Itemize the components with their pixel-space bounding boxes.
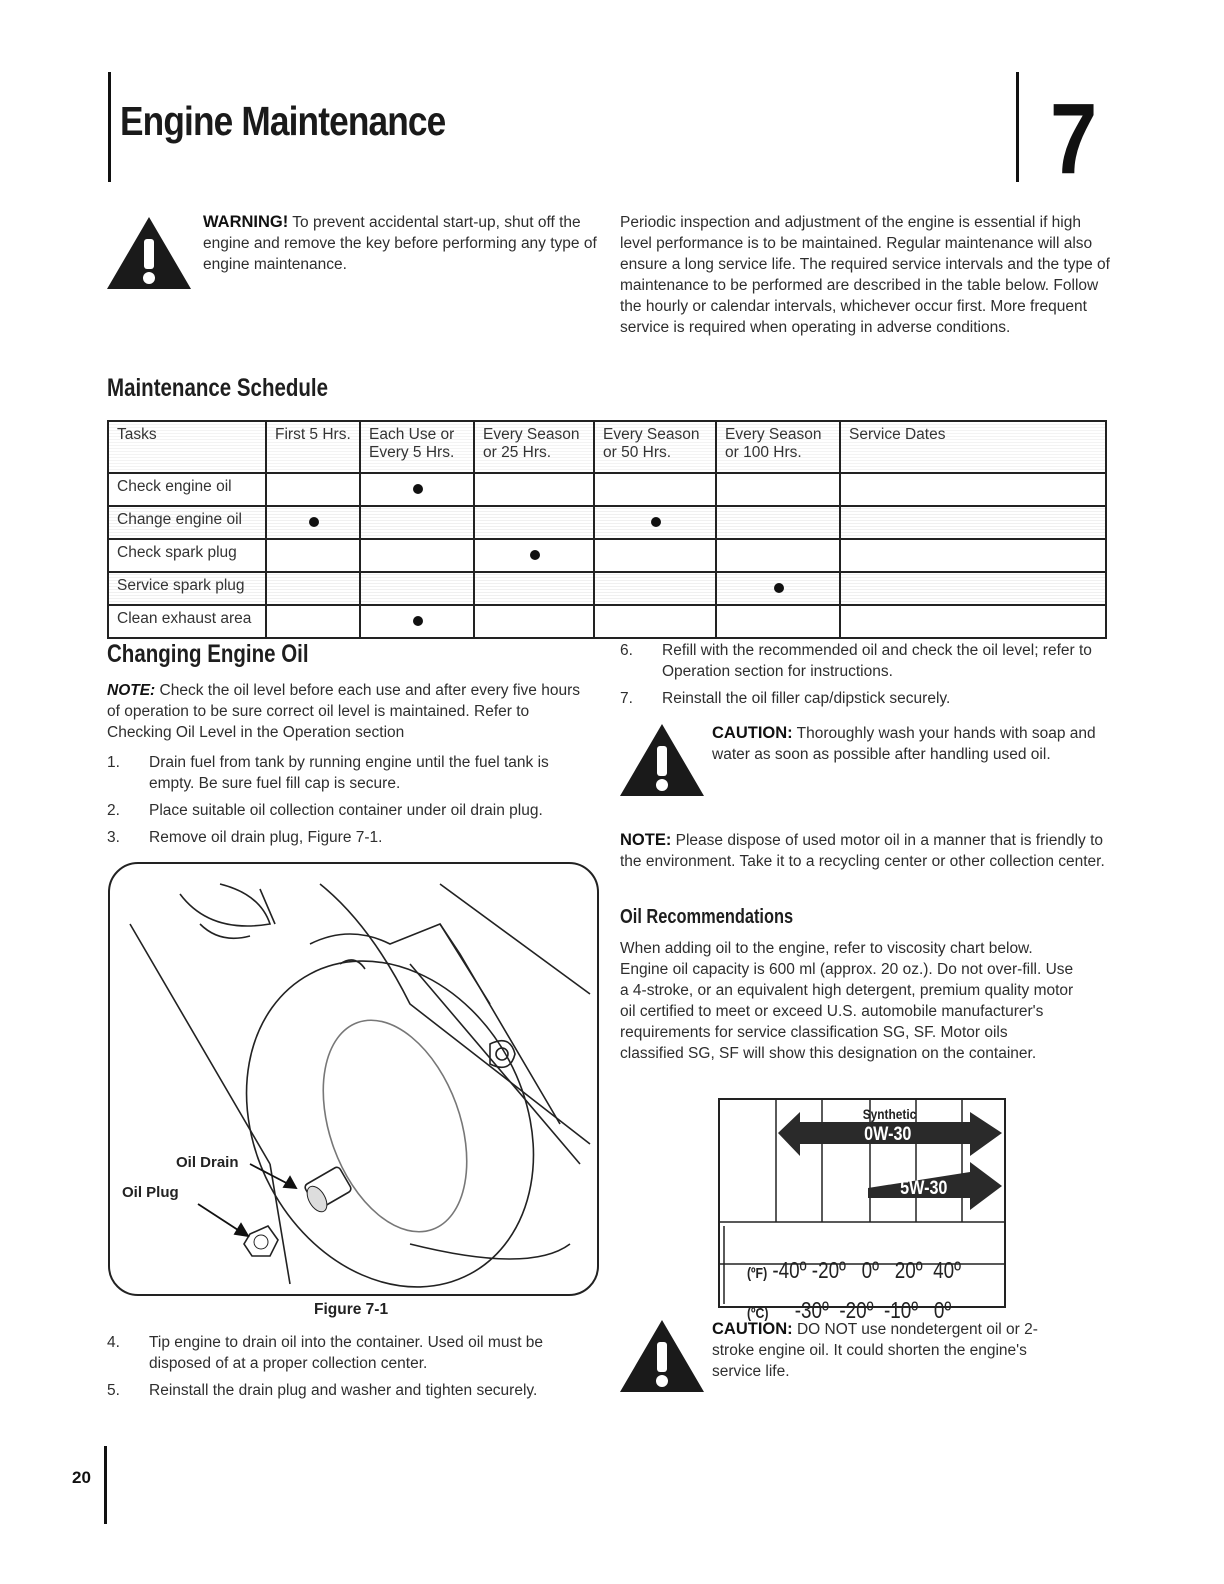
table-row <box>108 572 1106 605</box>
caution-body-1: Thoroughly wash your hands with soap and water as soon as possible after handling used oil. <box>712 725 1096 763</box>
step-number: 7. <box>620 690 633 707</box>
caution-label-2: CAUTION: <box>712 1320 793 1338</box>
steps-list-c <box>620 640 1110 715</box>
service-date-cell <box>840 572 1106 605</box>
step-text: Place suitable oil collection container under oil drain plug. <box>149 802 543 819</box>
fahrenheit-unit: (ºF) <box>746 1265 768 1282</box>
interval-cell <box>360 473 474 506</box>
maintenance-schedule-heading: Maintenance Schedule <box>107 374 329 402</box>
step-number: 1. <box>107 754 120 771</box>
interval-cell <box>474 506 594 539</box>
table-header-row <box>108 421 1106 473</box>
interval-cell <box>716 572 840 605</box>
interval-cell <box>716 539 840 572</box>
interval-cell <box>716 473 840 506</box>
table-row <box>108 605 1106 638</box>
warning-body: To prevent accidental start-up, shut off the engine and remove the key before performing any type of engine maintenance. <box>203 214 597 273</box>
interval-cell <box>360 539 474 572</box>
caution-icon-2 <box>618 1318 706 1394</box>
step-text: Reinstall the oil filler cap/dipstick securely. <box>662 690 951 707</box>
oil-5w30-label: 5W-30 <box>900 1178 948 1199</box>
celsius-unit: (ºC) <box>746 1305 769 1322</box>
interval-cell <box>266 506 360 539</box>
interval-cell <box>474 473 594 506</box>
list-item <box>107 1380 597 1401</box>
step-text: Tip engine to drain oil into the container. Used oil must be disposed of at a proper collection center. <box>149 1334 544 1372</box>
interval-cell <box>594 473 716 506</box>
task-cell: Check engine oil <box>108 473 266 506</box>
header-right-rule <box>1016 72 1019 182</box>
step-text: Remove oil drain plug, Figure 7-1. <box>149 829 383 846</box>
interval-cell <box>474 539 594 572</box>
label-oil-drain: Oil Drain <box>176 1154 239 1171</box>
changing-oil-note <box>107 680 597 743</box>
warning-icon <box>105 215 193 291</box>
caution-body-2: DO NOT use nondetergent oil or 2-stroke engine oil. It could shorten the engine's service life. <box>712 1321 1038 1380</box>
label-oil-plug: Oil Plug <box>122 1184 179 1201</box>
task-cell: Clean exhaust area <box>108 605 266 638</box>
col-season-50: Every Season or 50 Hrs. <box>594 421 716 473</box>
interval-cell <box>266 605 360 638</box>
col-first-5: First 5 Hrs. <box>266 421 360 473</box>
service-date-cell <box>840 539 1106 572</box>
list-item <box>620 640 1110 682</box>
oil-0w30-label: 0W-30 <box>864 1124 912 1145</box>
engine-illustration <box>110 864 597 1294</box>
intro-paragraph: Periodic inspection and adjustment of the engine is essential if high level performance is to be maintained. Regular maintenance will also ensure a long service life. The required service intervals and the type of maintenance to be performed are described in the table below. Follow the hourly or calendar intervals, whichever occur first. More frequent service is required when operating in adverse conditions. <box>620 214 1110 336</box>
changing-oil-heading: Changing Engine Oil <box>107 640 309 668</box>
scheduled-dot-icon <box>530 550 540 560</box>
scheduled-dot-icon <box>413 616 423 626</box>
synthetic-label: Synthetic <box>862 1106 917 1122</box>
figure-7-1 <box>108 862 599 1296</box>
step-text: Refill with the recommended oil and check the oil level; refer to Operation section for instructions. <box>662 642 1092 680</box>
col-tasks: Tasks <box>108 421 266 473</box>
note-text: Check the oil level before each use and after every five hours of operation to be sure correct oil level is maintained. Refer to Checking Oil Level in the Operation section <box>107 682 580 741</box>
header-left-rule <box>108 72 111 182</box>
warning-label: WARNING! <box>203 213 289 231</box>
task-cell: Change engine oil <box>108 506 266 539</box>
service-date-cell <box>840 605 1106 638</box>
celsius-values: -30º -20º -10º 0º <box>794 1297 952 1323</box>
task-cell: Check spark plug <box>108 539 266 572</box>
dispose-note-text: Please dispose of used motor oil in a manner that is friendly to the environment. Take it to a recycling center or other collection center. <box>620 832 1105 870</box>
list-item <box>107 800 597 821</box>
caution-label-1: CAUTION: <box>712 724 793 742</box>
footer-rule <box>104 1446 107 1524</box>
col-season-100: Every Season or 100 Hrs. <box>716 421 840 473</box>
dispose-note <box>620 830 1110 872</box>
step-number: 2. <box>107 802 120 819</box>
service-date-cell <box>840 506 1106 539</box>
maintenance-schedule-table <box>107 420 1107 639</box>
viscosity-chart <box>718 1098 1006 1323</box>
page-title: Engine Maintenance <box>120 98 446 144</box>
list-item <box>620 688 1110 709</box>
step-number: 6. <box>620 642 633 659</box>
step-number: 4. <box>107 1334 120 1351</box>
oil-recommendations-text: When adding oil to the engine, refer to viscosity chart below. Engine oil capacity is 600 ml (approx. 20 oz.). Do not over-fill. Use a 4-stroke, or an equivalent high detergent, premium quality motor oil certified to meet or exceed U.S. automobile manufacturer's requirements for service classification SG, SF. Motor oils classified SG, SF will show this designation on the container. <box>620 940 1074 1062</box>
chapter-number: 7 <box>1050 83 1098 195</box>
fahrenheit-values: -40º -20º 0º 20º 40º <box>772 1257 961 1283</box>
caution-icon <box>618 722 706 798</box>
table-row <box>108 506 1106 539</box>
service-date-cell <box>840 473 1106 506</box>
table-row <box>108 473 1106 506</box>
interval-cell <box>360 572 474 605</box>
col-service-dates: Service Dates <box>840 421 1106 473</box>
interval-cell <box>716 506 840 539</box>
interval-cell <box>266 473 360 506</box>
task-cell: Service spark plug <box>108 572 266 605</box>
scheduled-dot-icon <box>309 517 319 527</box>
interval-cell <box>266 572 360 605</box>
scheduled-dot-icon <box>413 484 423 494</box>
step-text: Drain fuel from tank by running engine until the fuel tank is empty. Be sure fuel fill cap is secure. <box>149 754 549 792</box>
step-number: 3. <box>107 829 120 846</box>
col-season-25: Every Season or 25 Hrs. <box>474 421 594 473</box>
col-each-use: Each Use or Every 5 Hrs. <box>360 421 474 473</box>
scheduled-dot-icon <box>774 583 784 593</box>
note-label: NOTE: <box>107 682 156 699</box>
caution-text-2 <box>712 1319 1062 1382</box>
page-number: 20 <box>72 1468 91 1487</box>
warning-text <box>203 212 598 275</box>
interval-cell <box>360 605 474 638</box>
list-item <box>107 752 597 794</box>
figure-caption: Figure 7-1 <box>314 1301 389 1318</box>
interval-cell <box>594 506 716 539</box>
interval-cell <box>594 539 716 572</box>
step-number: 5. <box>107 1382 120 1399</box>
list-item <box>107 1332 597 1374</box>
interval-cell <box>360 506 474 539</box>
steps-list-b <box>107 1332 597 1407</box>
table-row <box>108 539 1106 572</box>
interval-cell <box>716 605 840 638</box>
dispose-note-label: NOTE: <box>620 831 672 849</box>
step-text: Reinstall the drain plug and washer and tighten securely. <box>149 1382 538 1399</box>
scheduled-dot-icon <box>651 517 661 527</box>
interval-cell <box>594 572 716 605</box>
steps-list-a <box>107 752 597 854</box>
interval-cell <box>594 605 716 638</box>
list-item <box>107 827 597 848</box>
oil-recommendations-heading: Oil Recommendations <box>620 906 794 928</box>
interval-cell <box>474 572 594 605</box>
caution-text-1 <box>712 723 1112 765</box>
interval-cell <box>474 605 594 638</box>
interval-cell <box>266 539 360 572</box>
